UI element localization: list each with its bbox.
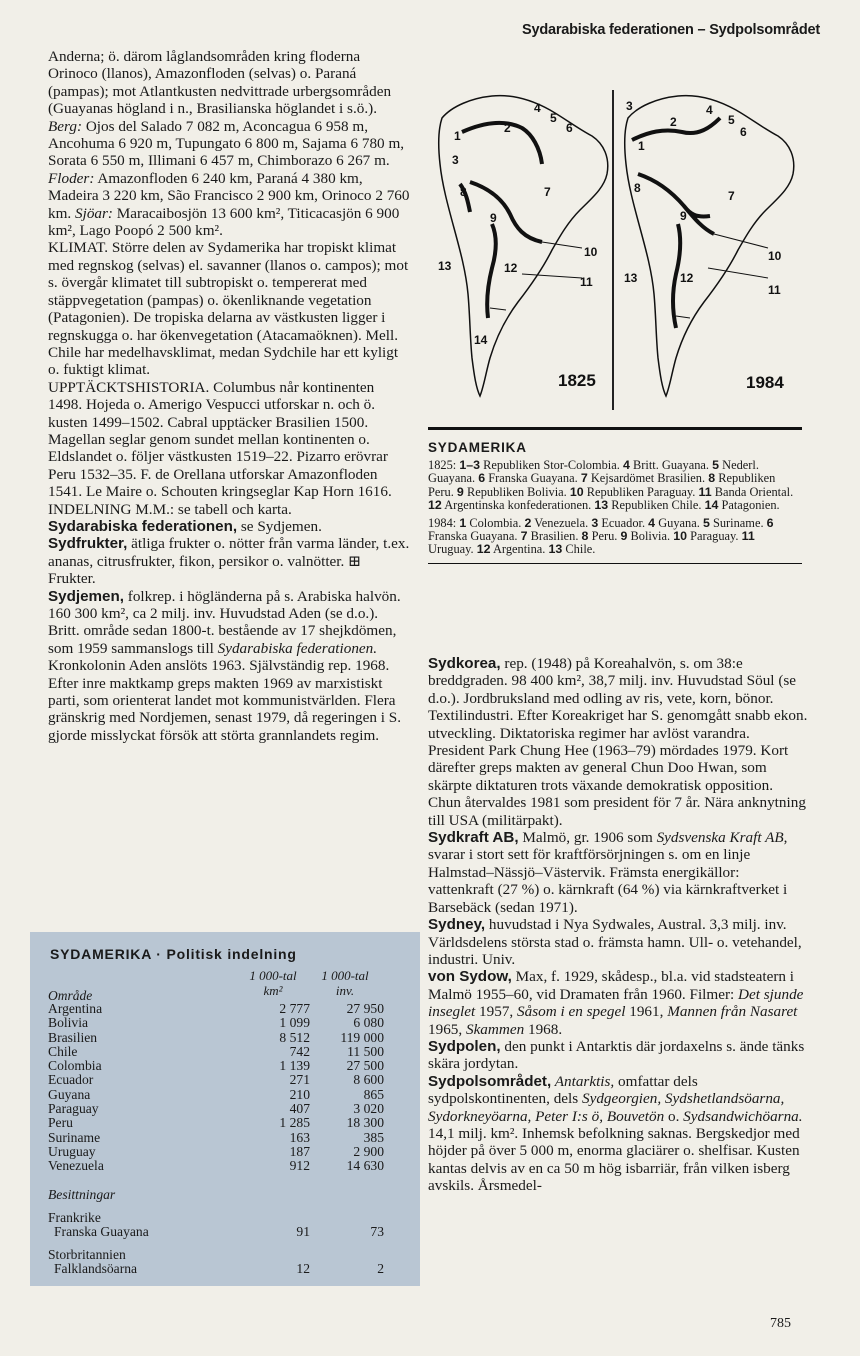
map-1825-label: 8 <box>460 185 467 199</box>
possession-country: Storbritannien <box>48 1246 126 1262</box>
map-1984-label: 3 <box>626 99 633 113</box>
map-1825-label: 13 <box>438 259 452 273</box>
legend-title: SYDAMERIKA <box>428 440 527 455</box>
legend-1984: 1984: 1 Colombia. 2 Venezuela. 3 Ecuador. 4 Guyana. 5 Suriname. 6 Franska Guayana. 7 Brasilien. 8 Peru. 9 Bolivia. 10 Paraguay. 11 Uruguay. 12 Argentina. 13 Chile. <box>428 515 774 557</box>
table-row: Paraguay 407 3 020 <box>48 1101 384 1117</box>
left-column <box>48 48 410 744</box>
map-1984-label: 12 <box>680 271 694 285</box>
table-row: Brasilien 8 512 119 000 <box>48 1029 384 1045</box>
map-1984-label: 10 <box>768 249 782 263</box>
map-1984-borders <box>632 118 720 328</box>
page-number: 785 <box>770 1316 791 1331</box>
map-1984-label: 2 <box>670 115 677 129</box>
map-1984-label: 13 <box>624 271 638 285</box>
table-title: SYDAMERIKA · Politisk indelning <box>50 946 297 962</box>
map-1825-outline <box>439 96 608 396</box>
table-row: Falklandsöarna 12 2 <box>54 1261 384 1277</box>
table-rows <box>48 1002 398 1174</box>
table-header-area-name: Område <box>48 988 93 1003</box>
entry-sydkraft: Sydkraft AB, Malmö, gr. 1906 som Sydsvenska Kraft AB, svarar i stort sett för kraftförsörjningen s. om en linje Halmstad–Nässjö–Västervik. Främsta energikällor: vattenkraft (27 %) o. kärnkraft (64 %) via kärnkraftverket i Barsebäck (sedan 1971). <box>428 829 788 916</box>
table-row: Franska Guayana 91 73 <box>54 1224 384 1240</box>
table-row: Colombia 1 139 27 500 <box>48 1058 384 1074</box>
entry-sydney: Sydney, huvudstad i Nya Sydwales, Austral. 3,3 milj. inv. Världsdelens största stad o. främsta hamn. Ull- o. vetehandel, industri. Univ. <box>428 916 802 968</box>
running-header: Sydarabiska federationen – Sydpolsområdet <box>521 22 820 38</box>
entry-sydjemen: Sydjemen, folkrep. i högländerna på s. Arabiska halvön. 160 300 km², ca 2 milj. inv. Huvudstad Aden (se d.o.). Britt. område sedan 1800-t. bestående av 17 shejkdömen, som 1959 sammanslogs till Sydarabiska federationen. Kronkolonin Aden anslöts 1963. Självständig rep. 1968. Efter inre maktkamp greps makten 1969 av marxistiskt parti, som orienterat landet mot kommunistvärlden. Flera gränskrig med Nordjemen, senast 1979, då regeringen i S. gjorde misslyckat försök att störta grannlandets regim. <box>48 587 402 744</box>
map-1825-label: 14 <box>474 333 488 347</box>
table-row: Bolivia 1 099 6 080 <box>48 1015 384 1031</box>
map-1984-label: 5 <box>728 113 735 127</box>
map-1984-outline <box>625 96 794 396</box>
map-1825-label: 6 <box>566 121 573 135</box>
map-1825-label: 5 <box>550 111 557 125</box>
political-division-table <box>30 932 420 1286</box>
map-1825-label: 1 <box>454 129 461 143</box>
map-1984-label: 9 <box>680 209 687 223</box>
table-row: Guyana 210 865 <box>48 1086 384 1102</box>
table-row: Venezuela 912 14 630 <box>48 1158 384 1174</box>
legend-rule <box>428 563 802 564</box>
map-1984-label: 4 <box>706 103 713 117</box>
map-year-1984: 1984 <box>746 373 784 392</box>
table-row: Chile 742 11 500 <box>48 1043 384 1059</box>
paragraph-indelning: INDELNING M.M.: se tabell och karta. <box>48 500 292 518</box>
table-row: Uruguay 187 2 900 <box>48 1143 384 1159</box>
entry-von-sydow: von Sydow, Max, f. 1929, skådesp., bl.a. vid stadsteatern i Malmö 1955–60, vid Dramaten från 1960. Filmer: Det sjunde inseglet 1957, Såsom i en spegel 1961, Mannen från Nasaret 1965, Skammen 1968. <box>428 968 804 1038</box>
map-1825-borders <box>460 123 542 318</box>
table-header-area: 1 000-tal km² <box>249 968 297 998</box>
entry-sydpolen: Sydpolen, den punkt i Antarktis där jordaxelns s. ände tänks skära jordytan. <box>428 1037 805 1073</box>
map-1984-label: 11 <box>768 283 781 297</box>
table-row: Peru 1 285 18 300 <box>48 1115 384 1131</box>
map-1984 <box>625 96 794 396</box>
entry-sydpolsomradet: Sydpolsområdet, Antarktis, omfattar dels sydpolskontinenten, dels Sydgeorgien, Sydshetlandsöarna, Sydorkneyöarna, Peter I:s ö, Bouvetön o. Sydsandwichöarna. 14,1 milj. km². Inhemsk befolkning saknas. Bergskedjor med höjder på över 5 000 m, enorma glaciärer o. shelfisar. Kusten kantas delvis av en ca 50 m hög isbarriär, från vilken isberg avskils. Årsmedel- <box>428 1072 803 1195</box>
table-row: Surinamе 163 385 <box>48 1129 384 1145</box>
map-1825-label: 9 <box>490 211 497 225</box>
legend-1825: 1825: 1–3 Republiken Stor-Colombia. 4 Britt. Guayana. 5 Nederl. Guayana. 6 Franska Guayana. 7 Kejsardömet Brasilien. 8 Republiken Peru. 9 Republiken Bolivia. 10 Republiken Paraguay. 11 Banda Oriental. 12 Argentinska konfederationen. 13 Republiken Chile. 14 Patagonien. <box>428 458 794 513</box>
map-1984-label: 8 <box>634 181 641 195</box>
table-header-population: 1 000-tal inv. <box>321 968 369 998</box>
table-possessions <box>48 1188 398 1277</box>
possessions-label: Besittningar <box>48 1187 116 1202</box>
entry-sydarabiska-federationen: Sydarabiska federationen, se Sydjemen. <box>48 517 322 535</box>
map-1825-label: 10 <box>584 245 598 259</box>
table-row: Argentina 2 777 27 950 <box>48 1001 384 1016</box>
map-1825-label: 3 <box>452 153 459 167</box>
map-1825-label: 4 <box>534 101 541 115</box>
map-1825-label: 2 <box>504 121 511 135</box>
entry-sydfrukter: Sydfrukter, ätliga frukter o. nötter från varma länder, t.ex. ananas, citrusfrukter, fikon, persikor o. valnötter. ⊞ Frukter. <box>48 535 410 588</box>
right-column <box>428 655 808 1195</box>
map-1984-label: 6 <box>740 125 747 139</box>
map-1825 <box>439 96 608 396</box>
map-1984-label: 7 <box>728 189 735 203</box>
map-1825-label: 12 <box>504 261 518 275</box>
map-year-1825: 1825 <box>558 371 596 390</box>
paragraph-klimat: KLIMAT. Större delen av Sydamerika har tropiskt klimat med regnskog (selvas) el. savanner (llanos o. campos); mot s. övergår klimatet till subtropiskt o. tempererat med stäppvegetation (pampas) o. ökenliknande vegetation (Patagonien). De tropiska delarna av västkusten ligger i regnskugga o. har ökenvegetation (Atacamaöknen). Mell. Chile har medelhavsklimat, medan Sydchile har ett kyligt o. fuktigt klimat. <box>48 239 409 379</box>
possession-country: Frankrike <box>48 1209 101 1225</box>
map-1984-label: 1 <box>638 139 645 153</box>
south-america-maps <box>432 88 804 408</box>
entry-sydkorea: Sydkorea, rep. (1948) på Koreahalvön, s. om 38:e breddgraden. 98 400 km², 38,7 milj. inv. Huvudstad Söul (se d.o.). Jordbruksland med odling av ris, vete, korn, bönor. Textilindustri. Efter Koreakriget har S. genomgått snabb ekon. utveckling. Diktatoriska regimer har avlöst varandra. President Park Chung Hee (1963–79) mördades 1979. Kort därefter greps makten av general Chun Doo Hwan, som skärpte diktaturen trots växande demokratisk opposition. Chun återvaldes 1981 som president för 7 år. Nära anknytning till USA (militärpakt). <box>428 655 808 829</box>
paragraph-geography: Anderna; ö. därom låglandsområden kring floderna Orinoco (llanos), Amazonfloden (selvas) o. Paraná (pampas); mot Atlantkusten nedvittrade urbergsområden (Guayanas högland i n., Brasilianska höglandet i s.ö.). Berg: Ojos del Salado 7 082 m, Aconcagua 6 958 m, Ancohuma 6 920 m, Tupungato 6 800 m, Sajama 6 780 m, Sorata 6 550 m, Illimani 6 457 m, Chimborazo 6 267 m. Floder: Amazonfloden 6 240 km, Paraná 4 380 km, Madeira 3 220 km, São Francisco 2 900 km, Orinoco 2 760 km. Sjöar: Maracaibosjön 13 600 km², Titicacasjön 6 900 km², Lago Poopó 2 500 km². <box>48 48 410 240</box>
map-legend <box>428 427 802 564</box>
map-1825-label: 11 <box>580 275 593 289</box>
paragraph-upptacktshistoria: UPPTÄCKTSHISTORIA. Columbus når kontinenten 1498. Hojeda o. Amerigo Vespucci utforskar n. och ö. kusten 1499–1502. Cabral upptäcker Brasilien 1500. Magellan seglar genom sundet mellan kontinenten o. Eldslandet o. följer västkusten 1519–22. Pizarro erövrar Peru 1532–35. F. de Orellana utforskar Amazonfloden 1541. Le Maire o. Schouten kringseglar Kap Horn 1616. <box>48 378 392 501</box>
map-1825-label: 7 <box>544 185 551 199</box>
table-row: Ecuador 271 8 600 <box>48 1072 384 1088</box>
